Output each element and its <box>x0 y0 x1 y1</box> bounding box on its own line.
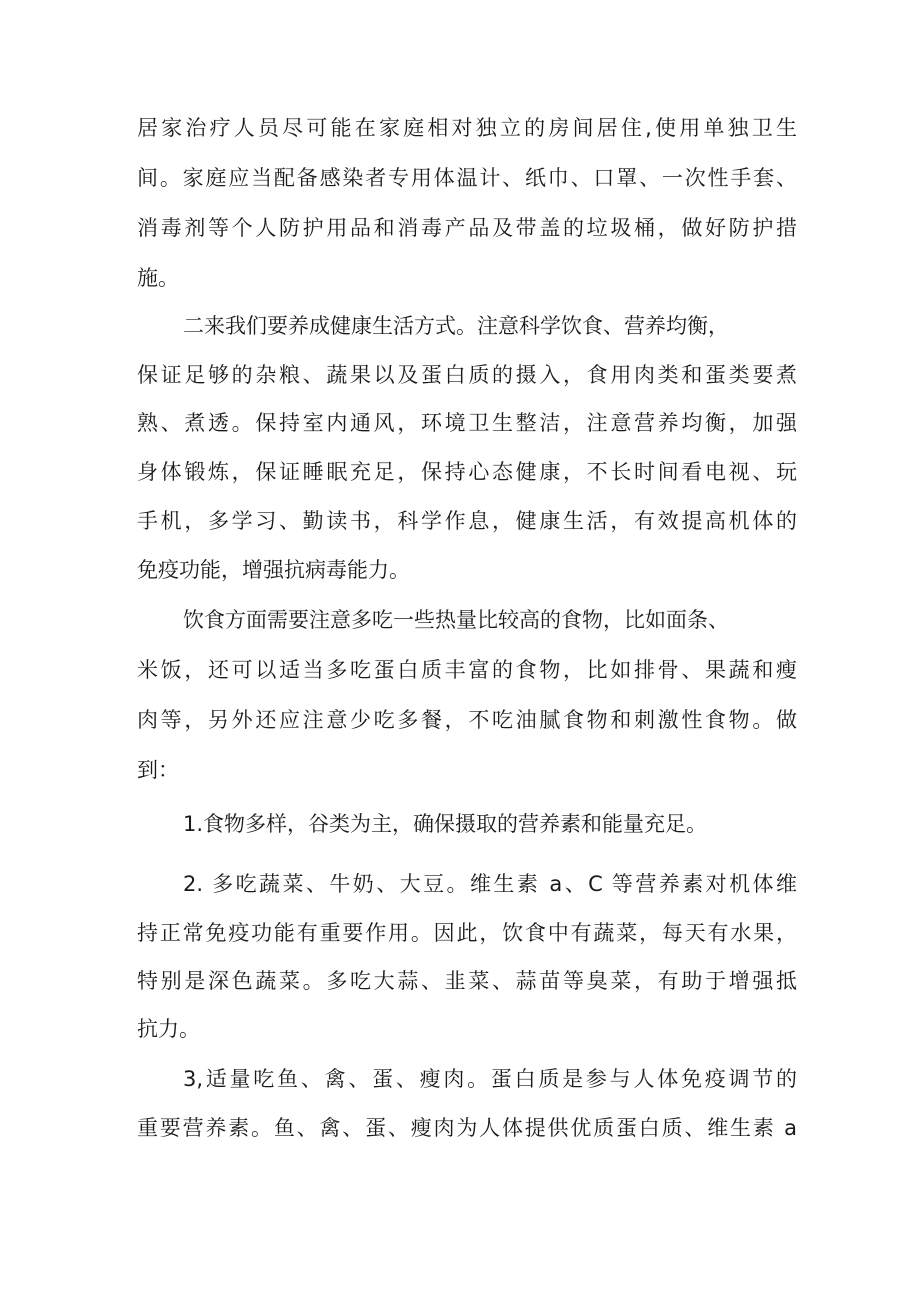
text-line: 抗力。 <box>137 1017 200 1041</box>
text-line: 手机，多学习、勤读书，科学作息，健康生活，有效提高机体的 <box>137 509 797 533</box>
text-line: 肉等，另外还应注意少吃多餐，不吃油腻食物和刺激性食物。做 <box>137 708 797 732</box>
text-line: 施。 <box>137 266 179 290</box>
text-line: 保证足够的杂粮、蔬果以及蛋白质的摄入，食用肉类和蛋类要煮 <box>137 363 797 387</box>
text-line: 免疫功能，增强抗病毒能力。 <box>137 558 410 582</box>
text-line: 饮食方面需要注意多吃一些热量比较高的食物，比如面条、 <box>183 608 729 632</box>
text-line: 米饭，还可以适当多吃蛋白质丰富的食物，比如排骨、果蔬和瘦 <box>137 658 797 682</box>
text-line: 消毒剂等个人防护用品和消毒产品及带盖的垃圾桶，做好防护措 <box>137 216 797 240</box>
text-line: 熟、煮透。保持室内通风，环境卫生整洁，注意营养均衡，加强 <box>137 411 797 435</box>
text-line: 二来我们要养成健康生活方式。注意科学饮食、营养均衡， <box>183 314 729 338</box>
text-line: 持正常免疫功能有重要作用。因此，饮食中有蔬菜，每天有水果， <box>137 921 797 945</box>
text-line: 到： <box>137 758 179 782</box>
list-item: 2. 多吃蔬菜、牛奶、大豆。维生素 a、C 等营养素对机体维 <box>183 872 797 896</box>
text-line: 身体锻炼，保证睡眠充足，保持心态健康，不长时间看电视、玩 <box>137 460 797 484</box>
text-line: 居家治疗人员尽可能在家庭相对独立的房间居住,使用单独卫生 <box>137 116 797 140</box>
text-line: 间。家庭应当配备感染者专用体温计、纸巾、口罩、一次性手套、 <box>137 166 797 190</box>
text-line: 特别是深色蔬菜。多吃大蒜、韭菜、蒜苗等臭菜，有助于增强抵 <box>137 969 797 993</box>
text-line: 重要营养素。鱼、禽、蛋、瘦肉为人体提供优质蛋白质、维生素 a <box>137 1116 797 1140</box>
list-item: 1.食物多样，谷类为主，确保摄取的营养素和能量充足。 <box>183 812 708 836</box>
list-item: 3,适量吃鱼、禽、蛋、瘦肉。蛋白质是参与人体免疫调节的 <box>183 1067 797 1091</box>
